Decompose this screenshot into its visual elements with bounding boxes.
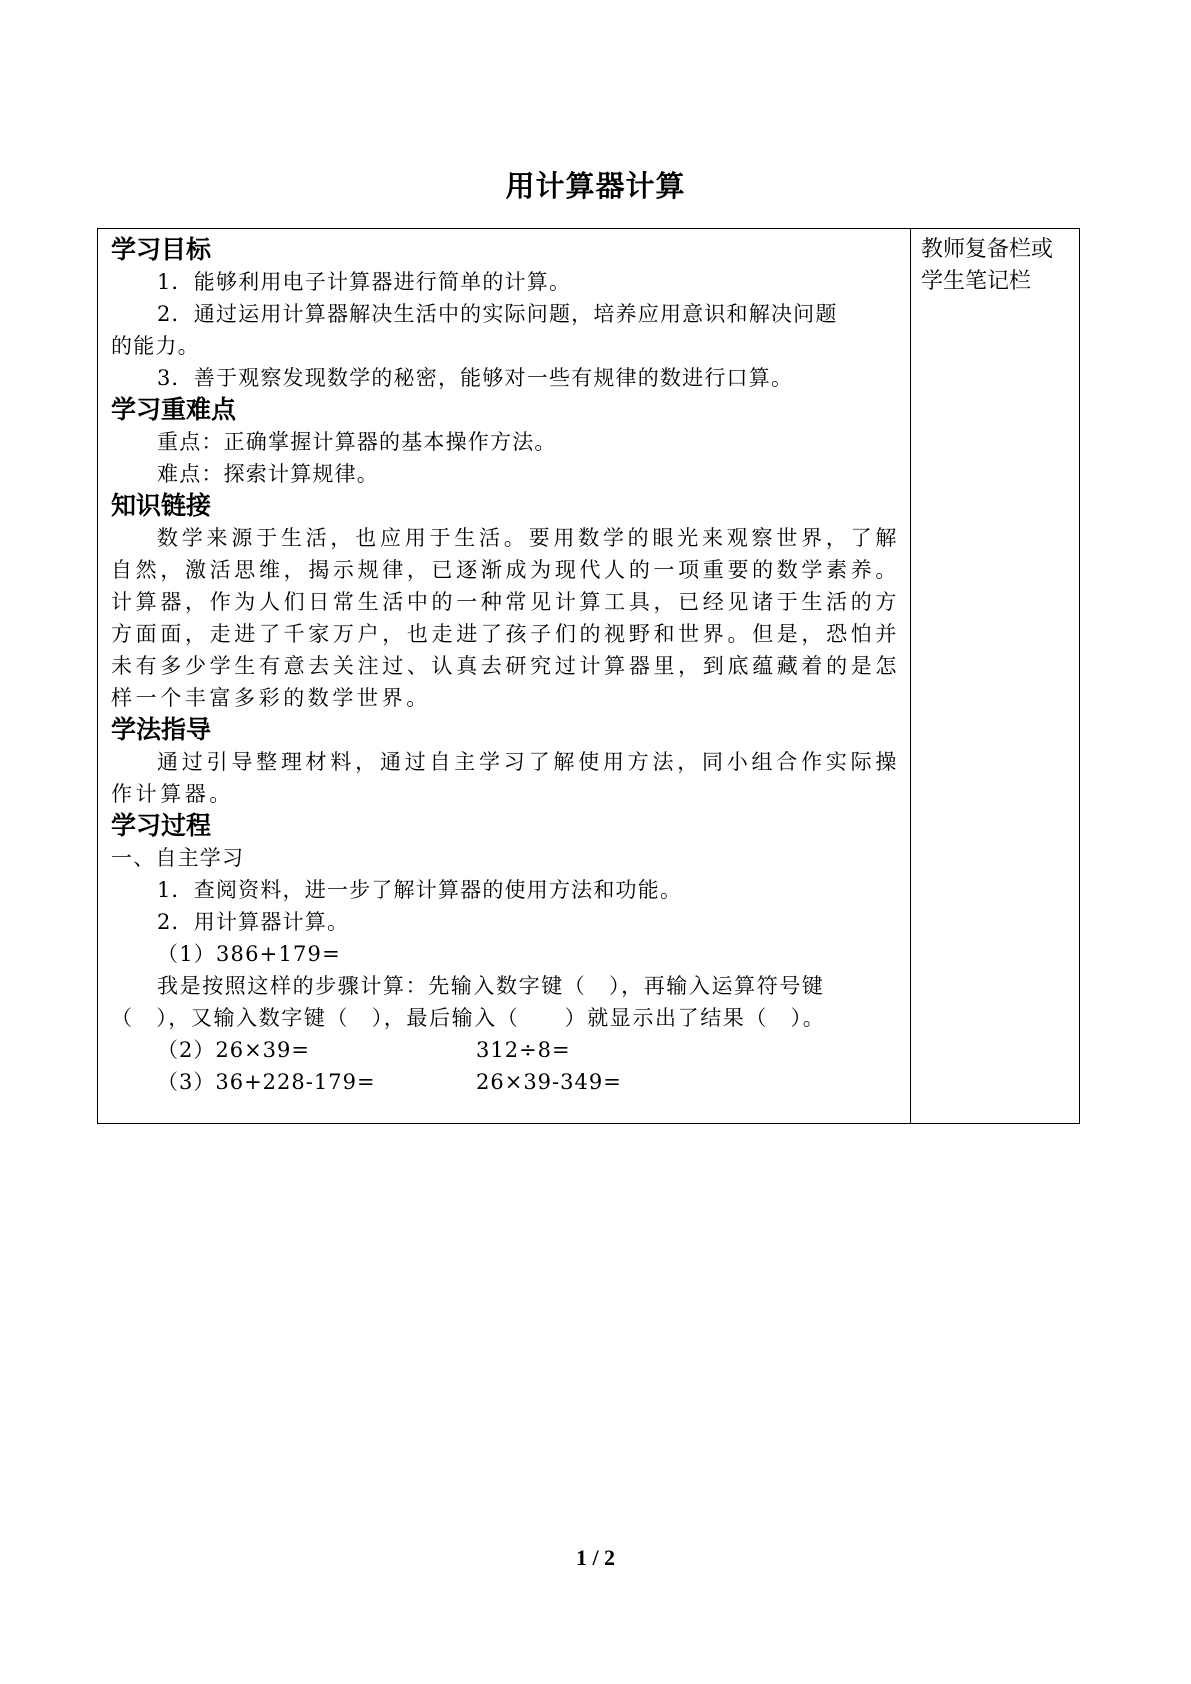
question-3-right: 26×39-349= — [476, 1070, 622, 1094]
process-step-1: 1．查阅资料，进一步了解计算器的使用方法和功能。 — [157, 878, 683, 902]
question-2-row — [111, 1034, 900, 1066]
notes-column-label-line-2: 学生笔记栏 — [921, 269, 1032, 294]
notes-column — [911, 229, 1079, 1123]
question-3-left: （3）36+228-179= — [157, 1070, 376, 1094]
goal-item-2-line-2: 的能力。 — [111, 334, 200, 358]
process-step-2: 2．用计算器计算。 — [157, 910, 350, 934]
notes-column-label-line-1: 教师复备栏或 — [921, 237, 1054, 262]
section-heading-process: 学习过程 — [111, 811, 212, 840]
lesson-table — [97, 228, 1080, 1124]
goal-item-1: 1．能够利用电子计算器进行简单的计算。 — [157, 270, 572, 294]
goal-item-3: 3．善于观察发现数学的秘密，能够对一些有规律的数进行口算。 — [157, 366, 794, 390]
main-content-column — [98, 229, 911, 1123]
fill-in-blank-paragraph: 我是按照这样的步骤计算：先输入数字键（ ），再输入运算符号键（ ），又输入数字键（ ），最后输入（ ）就显示出了结果（ ）。 — [111, 974, 826, 1030]
section-heading-key-points: 学习重难点 — [111, 395, 237, 424]
difficulty-text: 难点：探索计算规律。 — [157, 462, 379, 486]
question-2-right: 312÷8= — [476, 1038, 571, 1062]
key-point-text: 重点：正确掌握计算器的基本操作方法。 — [157, 430, 557, 454]
section-heading-method: 学法指导 — [111, 715, 212, 744]
process-part-1: 一、自主学习 — [111, 846, 245, 870]
question-2-left: （2）26×39= — [157, 1038, 310, 1062]
method-paragraph: 通过引导整理材料，通过自主学习了解使用方法，同小组合作实际操作计算器。 — [111, 750, 900, 806]
section-heading-knowledge: 知识链接 — [111, 491, 212, 520]
question-3-row — [111, 1066, 900, 1098]
knowledge-paragraph: 数学来源于生活，也应用于生活。要用数学的眼光来观察世界，了解自然，激活思维，揭示规律，已逐渐成为现代人的一项重要的数学素养。计算器，作为人们日常生活中的一种常见计算工具，已经见诸于生活的方方面面，走进了千家万户，也走进了孩子们的视野和世界。但是，恐怕并未有多少学生有意去关注过、认真去研究过计算器里，到底蕴藏着的是怎样一个丰富多彩的数学世界。 — [111, 526, 900, 710]
document-title: 用计算器计算 — [505, 169, 686, 203]
question-1: （1）386+179= — [157, 942, 341, 966]
goal-item-2-line-1: 2．通过运用计算器解决生活中的实际问题，培养应用意识和解决问题 — [157, 302, 838, 326]
section-heading-goals: 学习目标 — [111, 235, 212, 264]
page-number: 1 / 2 — [575, 1545, 616, 1570]
